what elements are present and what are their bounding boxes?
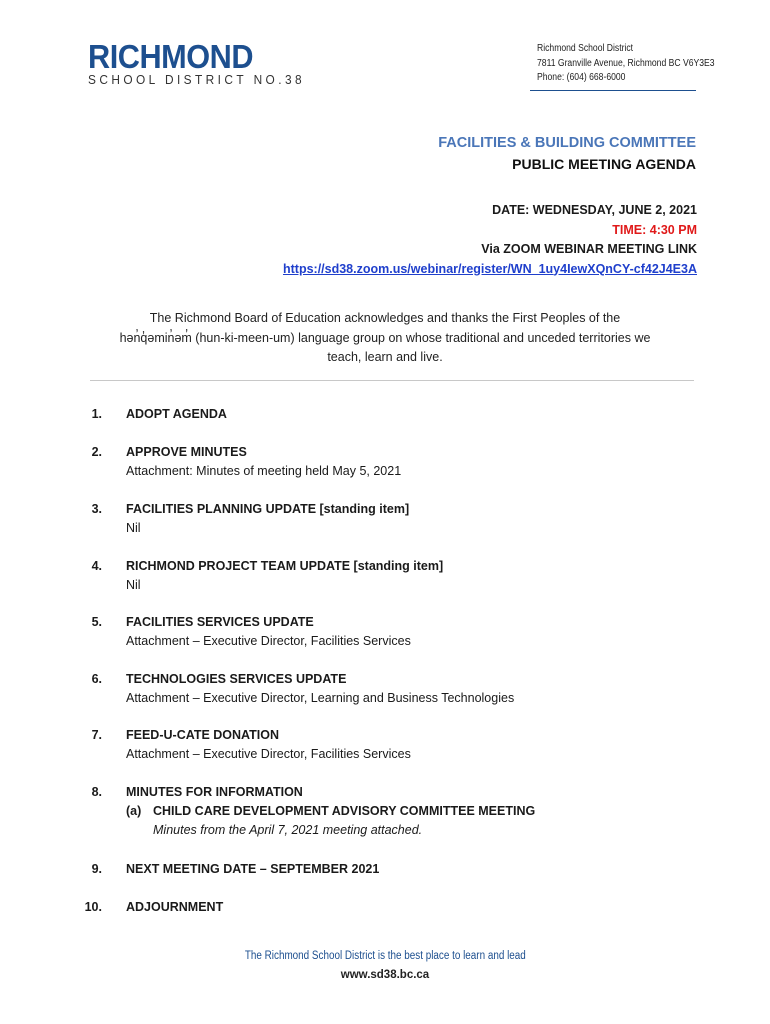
- meeting-details: [283, 201, 697, 279]
- committee-title: FACILITIES & BUILDING COMMITTEE: [438, 135, 696, 151]
- item-title: ADJOURNMENT: [126, 900, 224, 914]
- item-title: RICHMOND PROJECT TEAM UPDATE [standing item]: [126, 559, 444, 573]
- meeting-via: Via ZOOM WEBINAR MEETING LINK: [481, 242, 697, 256]
- item-title: MINUTES FOR INFORMATION: [126, 785, 303, 799]
- page-footer: [0, 946, 770, 981]
- contact-name: Richmond School District: [537, 43, 634, 54]
- item-number: 9.: [91, 862, 102, 876]
- item-detail: Attachment: Minutes of meeting held May 5, 2021: [126, 464, 402, 478]
- zoom-link[interactable]: https://sd38.zoom.us/webinar/register/WN_1uy4IewXQnCY-cf42J4E3A: [282, 261, 697, 276]
- header-divider: [530, 90, 696, 91]
- item-number: 5.: [91, 615, 102, 629]
- item-detail: Nil: [126, 521, 141, 535]
- meeting-time: TIME: 4:30 PM: [612, 222, 697, 237]
- item-number: 7.: [91, 728, 102, 742]
- district-logo: [88, 38, 316, 87]
- agenda-subtitle: PUBLIC MEETING AGENDA: [512, 156, 696, 172]
- section-divider: [90, 380, 694, 381]
- contact-phone: Phone: (604) 668-6000: [537, 72, 626, 83]
- item-number: 1.: [91, 407, 102, 421]
- logo-subtitle: SCHOOL DISTRICT NO.38: [88, 73, 306, 87]
- item-detail: Attachment – Executive Director, Facilities Services: [126, 634, 411, 648]
- land-acknowledgement: [80, 309, 690, 368]
- meeting-date: DATE: WEDNESDAY, JUNE 2, 2021: [492, 203, 697, 217]
- ack-line: hən̓q̓əmin̓əm̓ (hun-ki-meen-um) language group on whose traditional and unceded territories we: [119, 330, 651, 345]
- sub-item-title: CHILD CARE DEVELOPMENT ADVISORY COMMITTEE MEETING: [153, 804, 536, 818]
- item-number: 2.: [91, 445, 102, 459]
- item-title: FACILITIES PLANNING UPDATE [standing item]: [126, 502, 410, 516]
- footer-website: www.sd38.bc.ca: [340, 969, 430, 981]
- sub-item-detail: Minutes from the April 7, 2021 meeting attached.: [153, 823, 423, 837]
- item-title: APPROVE MINUTES: [126, 445, 247, 459]
- item-title: ADOPT AGENDA: [126, 407, 227, 421]
- sub-item-label: (a): [126, 804, 142, 818]
- item-detail: Attachment – Executive Director, Facilities Services: [126, 747, 411, 761]
- title-block: [438, 135, 696, 172]
- footer-tagline: The Richmond School District is the best place to learn and lead: [244, 950, 526, 962]
- item-title: FACILITIES SERVICES UPDATE: [126, 615, 314, 629]
- item-detail: Nil: [126, 578, 141, 592]
- item-detail: Attachment – Executive Director, Learning and Business Technologies: [126, 691, 515, 705]
- logo-wordmark: RICHMOND: [88, 38, 254, 75]
- item-number: 3.: [91, 502, 102, 516]
- item-number: 8.: [91, 785, 102, 799]
- contact-address: 7811 Granville Avenue, Richmond BC V6Y3E3: [537, 57, 715, 69]
- item-title: TECHNOLOGIES SERVICES UPDATE: [126, 672, 347, 686]
- item-title: FEED-U-CATE DONATION: [126, 728, 279, 742]
- item-number: 10.: [84, 900, 102, 914]
- ack-line: The Richmond Board of Education acknowledges and thanks the First Peoples of the: [149, 311, 621, 325]
- contact-block: [537, 42, 715, 86]
- ack-line: teach, learn and live.: [327, 350, 443, 364]
- item-number: 4.: [91, 559, 102, 573]
- item-title: NEXT MEETING DATE – SEPTEMBER 2021: [126, 862, 380, 876]
- sub-item: [126, 802, 535, 821]
- item-number: 6.: [91, 672, 102, 686]
